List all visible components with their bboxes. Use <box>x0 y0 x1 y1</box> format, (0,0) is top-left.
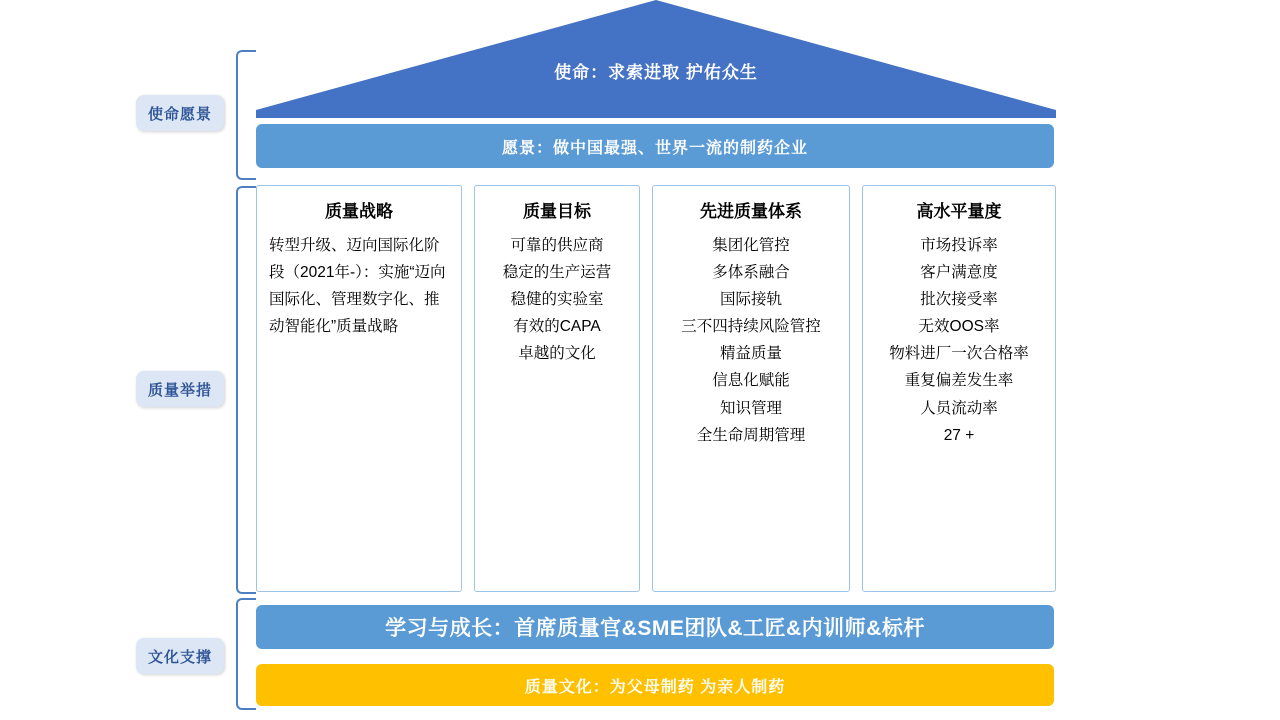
side-label-mission: 使命愿景 <box>136 95 224 131</box>
pillar-line: 重复偏差发生率 <box>904 372 1014 390</box>
pillar-line: 稳定的生产运营 <box>502 263 612 281</box>
pillar-line: 卓越的文化 <box>518 345 596 363</box>
pillar-body <box>485 232 629 368</box>
pillar-line: 全生命周期管理 <box>696 426 806 444</box>
pillar-line: 市场投诉率 <box>920 236 998 254</box>
pillar-quality-strategy <box>256 185 462 592</box>
pillar-body <box>663 232 839 449</box>
pillar-line: 转型升级、迈向国际化阶段（2021年-）：实施“迈向国际化、管理数字化、推动智能化”质量战略 <box>269 236 446 336</box>
side-label-culture: 文化支撑 <box>136 638 224 674</box>
pillar-line: 知识管理 <box>720 399 783 417</box>
learning-growth-bar: 学习与成长：首席质量官&SME团队&工匠&内训师&标杆 <box>256 605 1054 649</box>
pillar-line: 国际接轨 <box>720 291 783 309</box>
side-label-measures: 质量举措 <box>136 371 224 407</box>
pillar-advanced-quality-system <box>652 185 850 592</box>
pillar-body <box>267 232 451 341</box>
pillar-title: 质量目标 <box>522 202 591 221</box>
pillar-quality-goals <box>474 185 640 592</box>
pillar-line: 批次接受率 <box>920 291 998 309</box>
pillar-body <box>873 232 1045 449</box>
roof-shape <box>256 0 1056 118</box>
pillar-line: 有效的CAPA <box>513 318 601 336</box>
pillar-line: 精益质量 <box>720 345 783 363</box>
pillar-line: 三不四持续风险管控 <box>681 318 821 336</box>
vision-bar: 愿景：做中国最强、世界一流的制药企业 <box>256 124 1054 168</box>
pillar-title: 高水平量度 <box>916 202 1002 221</box>
pillar-high-level-metrics <box>862 185 1056 592</box>
bracket-mission <box>236 50 256 180</box>
pillar-line: 人员流动率 <box>920 399 998 417</box>
pillar-line: 稳健的实验室 <box>510 291 604 309</box>
pillar-line: 无效OOS率 <box>918 318 1000 336</box>
pillar-group <box>256 185 1056 592</box>
pillar-line: 多体系融合 <box>712 263 790 281</box>
pillar-line: 信息化赋能 <box>712 372 790 390</box>
roof-mission-text: 使命：求索进取 护佑众生 <box>554 63 758 82</box>
pillar-line: 物料进厂一次合格率 <box>889 345 1029 363</box>
bracket-measures <box>236 186 256 594</box>
pillar-line: 可靠的供应商 <box>510 236 604 254</box>
quality-culture-bar: 质量文化：为父母制药 为亲人制药 <box>256 664 1054 706</box>
pillar-title: 先进质量体系 <box>700 202 803 221</box>
pillar-line: 27 + <box>943 426 975 444</box>
bracket-culture <box>236 598 256 710</box>
pillar-line: 集团化管控 <box>712 236 790 254</box>
pillar-title: 质量战略 <box>324 202 393 221</box>
pillar-line: 客户满意度 <box>920 263 998 281</box>
